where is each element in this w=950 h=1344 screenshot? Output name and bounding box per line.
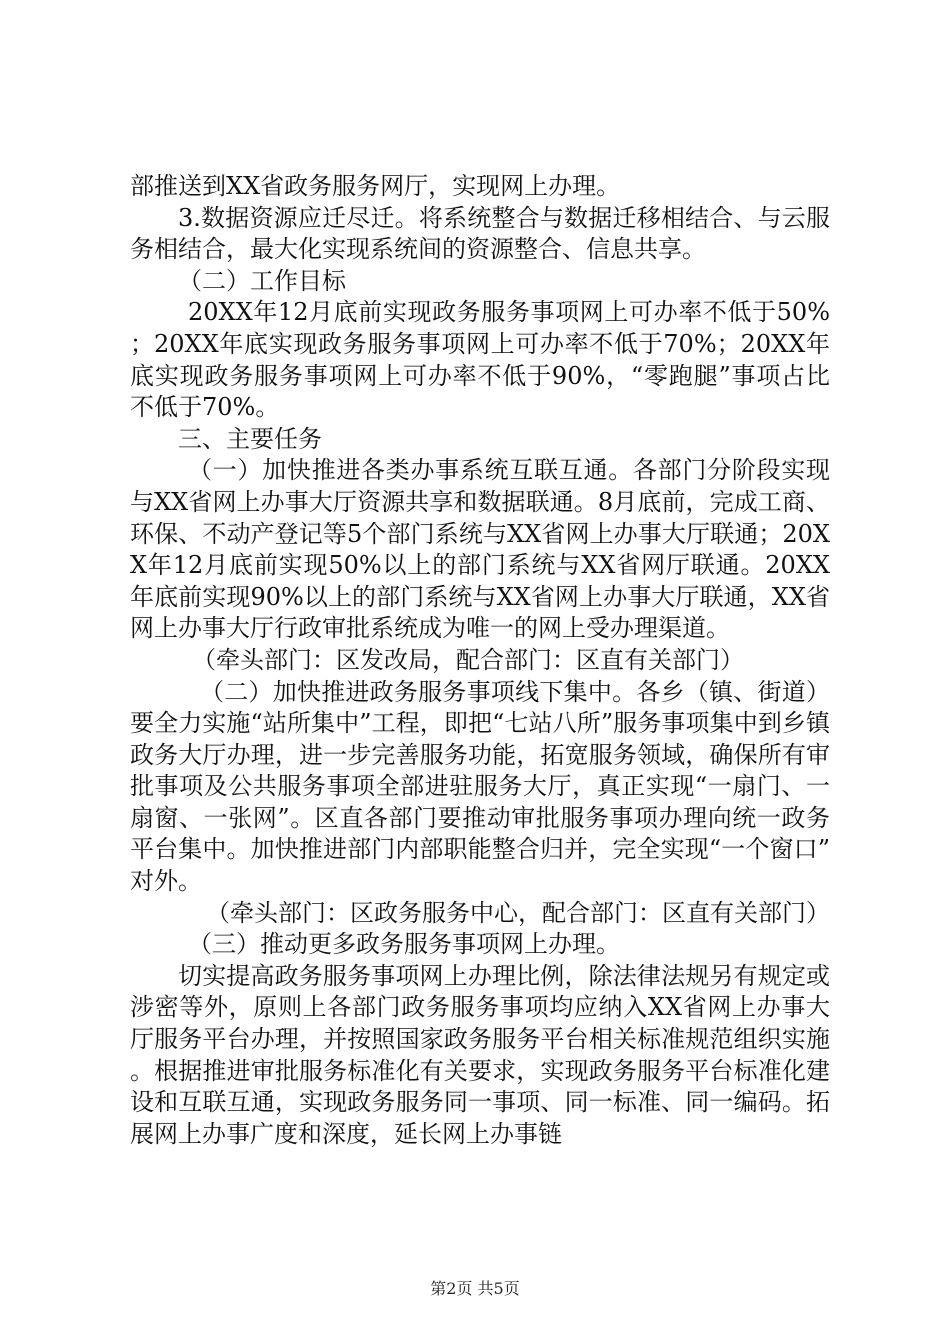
heading-work-goals: （二）工作目标	[178, 266, 346, 295]
paragraph-task-two-lead: （牵头部门：区政务服务中心，配合部门：区直有关部门）	[206, 898, 830, 927]
heading-main-tasks: 三、主要任务	[178, 424, 322, 453]
paragraph-continuation: 部推送到XX省政务服务网厅，实现网上办理。	[130, 172, 621, 200]
paragraph-task-three: 切实提高政务服务事项网上办理比例，除法律法规另有规定或涉密等外，原则上各部门政务服务事项均应纳入XX省网上办事大厅服务平台办理，并按照国家政务服务平台相关标准规范组织实施。根据推进审批服务标准化有关要求，实现政务服务平台标准化建设和互联互通，实现政务服务同一事项、同一标准、同一编码。拓展网上办事广度和深度，延长网上办事链	[130, 961, 830, 1148]
paragraph-data-migration: 3.数据资源应迁尽迁。将系统整合与数据迁移相结合、与云服务相结合，最大化实现系统间的资源整合、信息共享。	[130, 203, 830, 264]
paragraph-goals: 20XX年12月底前实现政务服务事项网上可办率不低于50%；20XX年底实现政务服务事项网上可办率不低于70%；20XX年底实现政务服务事项网上可办率不低于90%，“零跑腿”事项占比不低于70%。	[130, 298, 830, 422]
document-body	[130, 171, 830, 1150]
paragraph-task-two: （二）加快推进政务服务事项线下集中。各乡（镇、街道）要全力实施“站所集中”工程，即把“七站八所”服务事项集中到乡镇政务大厅办理，进一步完善服务功能，拓宽服务领域，确保所有审批事项及公共服务事项全部进驻服务大厅，真正实现“一扇门、一扇窗、一张网”。区直各部门要推动审批服务事项办理向统一政务平台集中。加快推进部门内部职能整合归并，完全实现“一个窗口”对外。	[130, 677, 830, 896]
paragraph-task-one: （一）加快推进各类办事系统互联互通。各部门分阶段实现与XX省网上办事大厅资源共享和数据联通。8月底前，完成工商、环保、不动产登记等5个部门系统与XX省网上办事大厅联通；20XX年12月底前实现50%以上的部门系统与XX省网厅联通。20XX年底前实现90%以上的部门系统与XX省网上办事大厅联通，XX省网上办事大厅行政审批系统成为唯一的网上受办理渠道。	[130, 456, 830, 643]
paragraph-task-one-lead: （牵头部门：区发改局，配合部门：区直有关部门）	[192, 645, 744, 674]
page-number: 第2页 共5页	[430, 1279, 520, 1298]
heading-task-three: （三）推动更多政务服务事项网上办理。	[188, 930, 620, 959]
